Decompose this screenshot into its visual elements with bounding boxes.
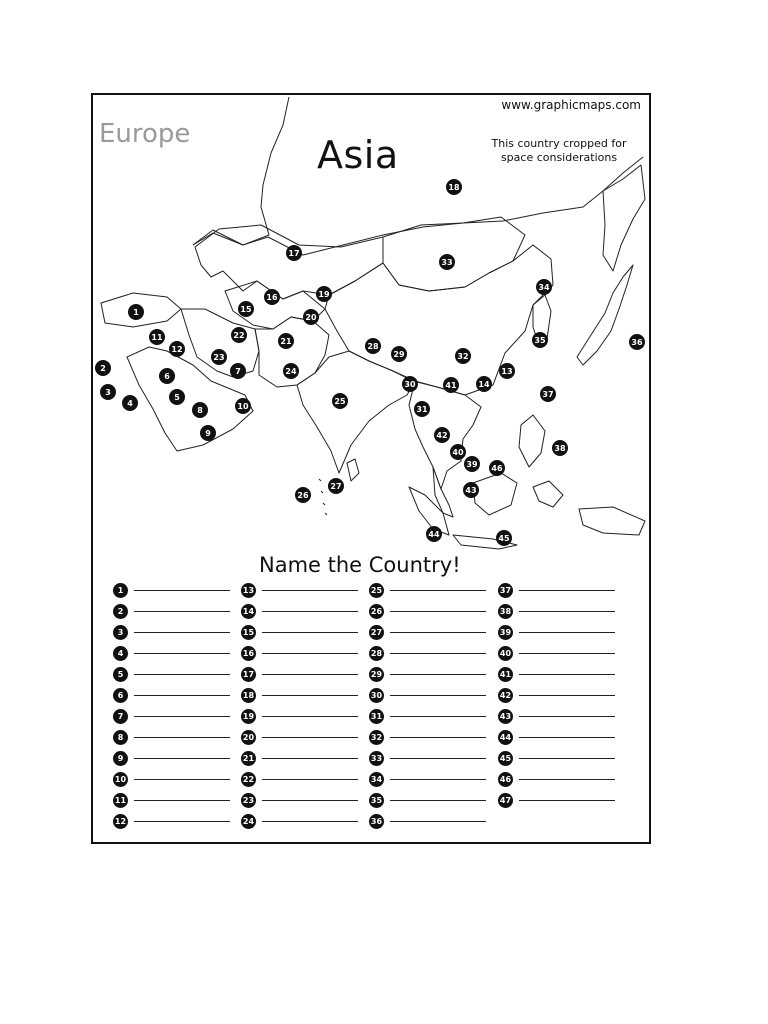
credit-text: www.graphicmaps.com <box>501 98 641 112</box>
map-marker-number: 8 <box>197 406 203 415</box>
answer-number: 40 <box>498 646 513 661</box>
answer-number: 3 <box>113 625 128 640</box>
answer-number: 7 <box>113 709 128 724</box>
answer-blank-line[interactable] <box>390 821 486 822</box>
answer-row-42 <box>498 686 615 704</box>
answer-number: 13 <box>241 583 256 598</box>
map-marker-number: 21 <box>280 337 292 346</box>
answer-row-35 <box>369 791 486 809</box>
map-marker-number: 14 <box>478 380 490 389</box>
answer-blank-line[interactable] <box>519 590 615 591</box>
answer-number: 17 <box>241 667 256 682</box>
answer-row-29 <box>369 665 486 683</box>
map-marker-13 <box>499 363 515 379</box>
map-marker-26 <box>295 487 311 503</box>
answer-row-28 <box>369 644 486 662</box>
answer-row-11 <box>113 791 230 809</box>
answer-number: 38 <box>498 604 513 619</box>
map-marker-9 <box>200 425 216 441</box>
answer-blank-line[interactable] <box>134 590 230 591</box>
answer-row-41 <box>498 665 615 683</box>
answer-row-40 <box>498 644 615 662</box>
answer-number: 27 <box>369 625 384 640</box>
answer-row-22 <box>241 770 358 788</box>
answer-number: 20 <box>241 730 256 745</box>
europe-boundary <box>193 97 289 245</box>
answer-blank-line[interactable] <box>262 632 358 633</box>
answer-row-4 <box>113 644 230 662</box>
answer-blank-line[interactable] <box>262 674 358 675</box>
japan-outline <box>577 265 633 365</box>
answer-blank-line[interactable] <box>519 695 615 696</box>
map-marker-number: 35 <box>534 336 546 345</box>
answer-blank-line[interactable] <box>519 716 615 717</box>
map-marker-number: 20 <box>305 313 317 322</box>
answer-blank-line[interactable] <box>262 758 358 759</box>
answer-blank-line[interactable] <box>390 716 486 717</box>
map-marker-21 <box>278 333 294 349</box>
answer-row-39 <box>498 623 615 641</box>
map-marker-38 <box>552 440 568 456</box>
map-marker-number: 4 <box>127 399 133 408</box>
map-marker-4 <box>122 395 138 411</box>
map-marker-number: 11 <box>151 333 163 342</box>
answer-row-3 <box>113 623 230 641</box>
answer-blank-line[interactable] <box>134 716 230 717</box>
answer-blank-line[interactable] <box>519 674 615 675</box>
map-marker-44 <box>426 526 442 542</box>
map-marker-number: 25 <box>334 397 346 406</box>
answer-number: 44 <box>498 730 513 745</box>
map-marker-32 <box>455 348 471 364</box>
answer-number: 45 <box>498 751 513 766</box>
map-marker-number: 15 <box>240 305 252 314</box>
answer-number: 26 <box>369 604 384 619</box>
map-marker-number: 13 <box>501 367 513 376</box>
answer-blank-line[interactable] <box>262 611 358 612</box>
map-marker-25 <box>332 393 348 409</box>
answer-blank-line[interactable] <box>134 611 230 612</box>
answer-blank-line[interactable] <box>390 632 486 633</box>
map-marker-3 <box>100 384 116 400</box>
answer-row-15 <box>241 623 358 641</box>
answer-number: 14 <box>241 604 256 619</box>
answer-blank-line[interactable] <box>390 758 486 759</box>
mongolia-outline <box>383 217 525 291</box>
answer-row-8 <box>113 728 230 746</box>
answer-blank-line[interactable] <box>262 653 358 654</box>
answer-number: 6 <box>113 688 128 703</box>
answer-row-6 <box>113 686 230 704</box>
answer-row-19 <box>241 707 358 725</box>
map-marker-36 <box>629 334 645 350</box>
answer-number: 24 <box>241 814 256 829</box>
map-marker-number: 18 <box>448 183 460 192</box>
answer-number: 46 <box>498 772 513 787</box>
maldives-dots <box>319 479 327 515</box>
answer-number: 5 <box>113 667 128 682</box>
answer-blank-line[interactable] <box>262 695 358 696</box>
map-marker-number: 16 <box>266 293 278 302</box>
worksheet-heading: Name the Country! <box>259 553 461 577</box>
answer-blank-line[interactable] <box>519 632 615 633</box>
map-marker-45 <box>496 530 512 546</box>
answer-row-23 <box>241 791 358 809</box>
map-marker-number: 39 <box>466 460 478 469</box>
answer-blank-line[interactable] <box>390 611 486 612</box>
answer-row-17 <box>241 665 358 683</box>
answer-blank-line[interactable] <box>390 695 486 696</box>
answer-grid <box>93 581 649 841</box>
map-title: Asia <box>317 133 399 177</box>
answer-number: 12 <box>113 814 128 829</box>
map-marker-number: 3 <box>105 388 111 397</box>
map-marker-number: 36 <box>631 338 643 347</box>
map-marker-number: 30 <box>404 380 416 389</box>
map-marker-34 <box>536 279 552 295</box>
map-markers <box>95 179 645 546</box>
answer-blank-line[interactable] <box>390 674 486 675</box>
map-marker-18 <box>446 179 462 195</box>
answer-number: 8 <box>113 730 128 745</box>
answer-number: 36 <box>369 814 384 829</box>
map-marker-20 <box>303 309 319 325</box>
answer-row-47 <box>498 791 615 809</box>
answer-number: 39 <box>498 625 513 640</box>
map-marker-28 <box>365 338 381 354</box>
map-marker-number: 5 <box>174 393 180 402</box>
answer-row-10 <box>113 770 230 788</box>
map-marker-number: 19 <box>318 290 330 299</box>
answer-blank-line[interactable] <box>134 821 230 822</box>
map-marker-22 <box>231 327 247 343</box>
map-marker-1 <box>128 304 144 320</box>
map-marker-31 <box>414 401 430 417</box>
answer-blank-line[interactable] <box>390 800 486 801</box>
answer-number: 11 <box>113 793 128 808</box>
map-marker-number: 1 <box>133 308 139 317</box>
map-marker-2 <box>95 360 111 376</box>
answer-row-37 <box>498 581 615 599</box>
answer-row-27 <box>369 623 486 641</box>
answer-blank-line[interactable] <box>134 737 230 738</box>
answer-row-32 <box>369 728 486 746</box>
map-marker-30 <box>402 376 418 392</box>
map-marker-number: 37 <box>542 390 554 399</box>
answer-row-30 <box>369 686 486 704</box>
answer-blank-line[interactable] <box>262 737 358 738</box>
answer-blank-line[interactable] <box>262 779 358 780</box>
answer-blank-line[interactable] <box>134 695 230 696</box>
answer-blank-line[interactable] <box>262 821 358 822</box>
answer-blank-line[interactable] <box>134 632 230 633</box>
answer-blank-line[interactable] <box>390 779 486 780</box>
answer-blank-line[interactable] <box>519 737 615 738</box>
map-marker-15 <box>238 301 254 317</box>
map-marker-number: 41 <box>445 381 457 390</box>
answer-number: 15 <box>241 625 256 640</box>
arabia-outline <box>127 347 253 451</box>
map-marker-6 <box>159 368 175 384</box>
answer-blank-line[interactable] <box>134 653 230 654</box>
map-marker-number: 42 <box>436 431 448 440</box>
kamchatka-coast <box>603 165 645 271</box>
map-marker-number: 12 <box>171 345 183 354</box>
answer-number: 18 <box>241 688 256 703</box>
map-marker-8 <box>192 402 208 418</box>
answer-row-44 <box>498 728 615 746</box>
answer-row-25 <box>369 581 486 599</box>
answer-row-46 <box>498 770 615 788</box>
answer-blank-line[interactable] <box>134 758 230 759</box>
map-marker-35 <box>532 332 548 348</box>
map-marker-27 <box>328 478 344 494</box>
map-marker-number: 29 <box>393 350 405 359</box>
answer-number: 28 <box>369 646 384 661</box>
answer-blank-line[interactable] <box>519 779 615 780</box>
answer-blank-line[interactable] <box>390 590 486 591</box>
answer-blank-line[interactable] <box>519 653 615 654</box>
answer-blank-line[interactable] <box>262 716 358 717</box>
map-marker-number: 40 <box>452 448 464 457</box>
map-marker-number: 6 <box>164 372 170 381</box>
answer-blank-line[interactable] <box>519 800 615 801</box>
answer-number: 41 <box>498 667 513 682</box>
crop-note-line2: space considerations <box>500 151 618 164</box>
answer-number: 29 <box>369 667 384 682</box>
map-marker-number: 7 <box>235 367 241 376</box>
map-marker-37 <box>540 386 556 402</box>
map-marker-11 <box>149 329 165 345</box>
answer-number: 30 <box>369 688 384 703</box>
answer-number: 43 <box>498 709 513 724</box>
map-marker-41 <box>443 377 459 393</box>
answer-blank-line[interactable] <box>134 779 230 780</box>
malay-peninsula <box>433 467 453 517</box>
map-marker-number: 23 <box>213 353 225 362</box>
answer-number: 37 <box>498 583 513 598</box>
map-marker-16 <box>264 289 280 305</box>
map-marker-number: 27 <box>330 482 342 491</box>
map-marker-46 <box>489 460 505 476</box>
map-marker-number: 43 <box>465 486 477 495</box>
map-marker-42 <box>434 427 450 443</box>
answer-row-16 <box>241 644 358 662</box>
map-marker-number: 44 <box>428 530 440 539</box>
answer-row-20 <box>241 728 358 746</box>
answer-row-38 <box>498 602 615 620</box>
map-marker-number: 26 <box>297 491 309 500</box>
answer-row-43 <box>498 707 615 725</box>
answer-row-5 <box>113 665 230 683</box>
map-marker-number: 32 <box>457 352 469 361</box>
answer-number: 23 <box>241 793 256 808</box>
answer-row-13 <box>241 581 358 599</box>
answer-number: 10 <box>113 772 128 787</box>
map-marker-number: 31 <box>416 405 428 414</box>
answer-blank-line[interactable] <box>262 800 358 801</box>
answer-row-1 <box>113 581 230 599</box>
answer-number: 32 <box>369 730 384 745</box>
answer-blank-line[interactable] <box>390 653 486 654</box>
answer-number: 35 <box>369 793 384 808</box>
answer-row-18 <box>241 686 358 704</box>
answer-row-7 <box>113 707 230 725</box>
map-marker-number: 38 <box>554 444 566 453</box>
answer-number: 31 <box>369 709 384 724</box>
map-marker-number: 17 <box>288 249 300 258</box>
borneo <box>473 473 517 515</box>
crop-note <box>485 137 633 165</box>
map-marker-number: 33 <box>441 258 453 267</box>
answer-row-12 <box>113 812 230 830</box>
iran-outline <box>181 309 259 377</box>
answer-row-34 <box>369 770 486 788</box>
answer-number: 22 <box>241 772 256 787</box>
answer-blank-line[interactable] <box>134 674 230 675</box>
map-marker-number: 9 <box>205 429 211 438</box>
answer-blank-line[interactable] <box>519 611 615 612</box>
answer-row-45 <box>498 749 615 767</box>
map-marker-number: 34 <box>538 283 550 292</box>
answer-number: 1 <box>113 583 128 598</box>
answer-number: 47 <box>498 793 513 808</box>
map-marker-12 <box>169 341 185 357</box>
map-marker-40 <box>450 444 466 460</box>
europe-label: Europe <box>99 119 191 149</box>
map-marker-14 <box>476 376 492 392</box>
answer-number: 19 <box>241 709 256 724</box>
map-marker-number: 24 <box>285 367 297 376</box>
map-marker-43 <box>463 482 479 498</box>
answer-row-14 <box>241 602 358 620</box>
worksheet <box>91 93 651 844</box>
map-marker-number: 28 <box>367 342 379 351</box>
answer-row-2 <box>113 602 230 620</box>
map-marker-17 <box>286 245 302 261</box>
philippines <box>519 415 545 467</box>
map-marker-10 <box>235 398 251 414</box>
answer-blank-line[interactable] <box>134 800 230 801</box>
map-marker-19 <box>316 286 332 302</box>
answer-row-31 <box>369 707 486 725</box>
answer-row-21 <box>241 749 358 767</box>
answer-blank-line[interactable] <box>390 737 486 738</box>
map-marker-23 <box>211 349 227 365</box>
answer-row-36 <box>369 812 486 830</box>
answer-row-9 <box>113 749 230 767</box>
map-marker-7 <box>230 363 246 379</box>
answer-number: 2 <box>113 604 128 619</box>
answer-number: 9 <box>113 751 128 766</box>
sulawesi-newguinea <box>533 481 645 535</box>
answer-number: 33 <box>369 751 384 766</box>
answer-number: 16 <box>241 646 256 661</box>
answer-row-26 <box>369 602 486 620</box>
map-marker-number: 10 <box>237 402 249 411</box>
answer-row-24 <box>241 812 358 830</box>
russia-border <box>193 157 643 255</box>
china-outline <box>325 245 553 395</box>
india-outline <box>297 351 415 473</box>
map-marker-5 <box>169 389 185 405</box>
answer-number: 42 <box>498 688 513 703</box>
answer-number: 21 <box>241 751 256 766</box>
answer-number: 4 <box>113 646 128 661</box>
kazakhstan-outline <box>195 225 383 299</box>
answer-blank-line[interactable] <box>262 590 358 591</box>
map-marker-number: 46 <box>491 464 503 473</box>
crop-note-line1: This country cropped for <box>491 137 627 150</box>
map-marker-number: 45 <box>498 534 510 543</box>
answer-number: 34 <box>369 772 384 787</box>
answer-number: 25 <box>369 583 384 598</box>
answer-blank-line[interactable] <box>519 758 615 759</box>
map-marker-number: 22 <box>233 331 245 340</box>
map-marker-24 <box>283 363 299 379</box>
sri-lanka <box>347 459 359 481</box>
map-marker-39 <box>464 456 480 472</box>
map-marker-29 <box>391 346 407 362</box>
map-marker-33 <box>439 254 455 270</box>
map-marker-number: 2 <box>100 364 106 373</box>
answer-row-33 <box>369 749 486 767</box>
